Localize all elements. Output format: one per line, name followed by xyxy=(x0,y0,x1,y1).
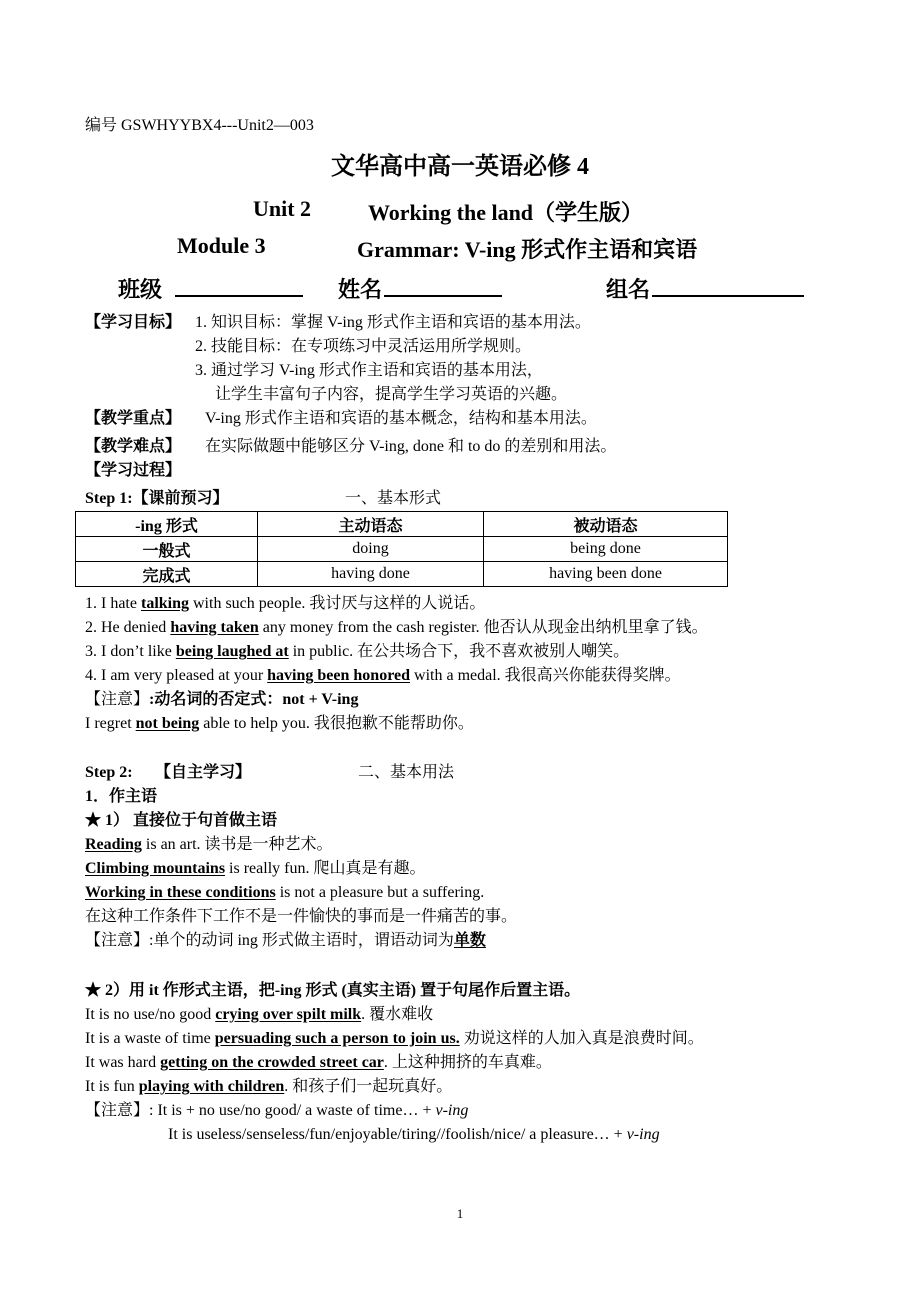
section-subject: 1．作主语 xyxy=(85,788,158,805)
objective-2: 2. 技能目标：在专项练习中灵活运用所学规则。 xyxy=(195,338,532,355)
objective-3: 3. 通过学习 V-ing 形式作主语和宾语的基本用法， xyxy=(195,362,543,379)
sentence-text: 4. I am very pleased at your xyxy=(85,667,268,684)
document-title: 文华高中高一英语必修 4 xyxy=(331,154,589,180)
sentence-text: . 覆水难收 xyxy=(361,1006,434,1023)
note-vi: v-ing xyxy=(435,1102,469,1119)
highlighted-form: Reading xyxy=(85,836,142,853)
document-number: 编号 GSWHYYBX4---Unit2—003 xyxy=(85,117,314,134)
note-text: :动名词的否定式：not + V-ing xyxy=(149,691,359,708)
name-label: 姓名 xyxy=(338,277,383,302)
step1-label: Step 1:【课前预习】 xyxy=(85,490,229,507)
objective-3-cont: 让学生丰富句子内容，提高学生学习英语的兴趣。 xyxy=(215,386,568,403)
star-point-1: ★ 1） 直接位于句首做主语 xyxy=(85,812,278,829)
highlighted-form: having been honored xyxy=(267,667,411,684)
step1-heading: 一、基本形式 xyxy=(345,490,442,507)
example-sentence xyxy=(85,882,484,904)
table-cell: doing xyxy=(258,537,484,562)
highlighted-form: being laughed at xyxy=(175,643,289,660)
sentence-text: is an art. 读书是一种艺术。 xyxy=(141,836,333,853)
step2-heading: 二、基本用法 xyxy=(358,764,455,781)
highlighted-form: crying over spilt milk xyxy=(215,1006,362,1023)
example-sentence xyxy=(85,713,474,735)
highlighted-form: Working in these conditions xyxy=(85,884,276,901)
table-cell: being done xyxy=(484,537,728,562)
objective-1: 1. 知识目标：掌握 V-ing 形式作主语和宾语的基本用法。 xyxy=(195,314,591,331)
example-sentence xyxy=(85,858,425,880)
group-blank[interactable] xyxy=(652,275,804,297)
forms-table xyxy=(75,511,728,587)
example-sentence xyxy=(85,834,333,856)
group-label: 组名 xyxy=(606,277,651,302)
process-label: 【学习过程】 xyxy=(85,462,182,479)
sentence-text: in public. 在公共场合下，我不喜欢被别人嘲笑。 xyxy=(288,643,630,660)
note-negative xyxy=(85,689,358,711)
table-header: -ing 形式 xyxy=(76,512,258,537)
table-header: 被动语态 xyxy=(484,512,728,537)
sentence-text: 2. He denied xyxy=(85,619,171,636)
highlighted-form: having taken xyxy=(170,619,259,636)
example-sentence xyxy=(85,593,485,615)
highlighted-form: getting on the crowded street car xyxy=(160,1054,384,1071)
difficulty-label: 【教学难点】 xyxy=(85,438,182,455)
example-sentence xyxy=(85,665,681,687)
note-label: 【注意】 xyxy=(85,691,150,708)
star-point-2: ★ 2）用 it 作形式主语，把-ing 形式 (真实主语) 置于句尾作后置主语。 xyxy=(85,982,581,999)
step2-label: Step 2: xyxy=(85,764,133,781)
step2-bracket: 【自主学习】 xyxy=(155,764,252,781)
name-blank[interactable] xyxy=(384,275,502,297)
key-point-text: V-ing 形式作主语和宾语的基本概念，结构和基本用法。 xyxy=(205,410,597,427)
sentence-text: It was hard xyxy=(85,1054,161,1071)
sentence-text: 劝说这样的人加入真是浪费时间。 xyxy=(459,1030,704,1047)
note-text: It is useless/senseless/fun/enjoyable/tiring//foolish/nice/ a pleasure… + xyxy=(168,1126,627,1143)
sentence-text: any money from the cash register. 他否认从现金出纳机里拿了钱。 xyxy=(258,619,708,636)
unit-label: Unit 2 xyxy=(253,196,312,221)
note-text: : It is + no use/no good/ a waste of time… + xyxy=(149,1102,436,1119)
example-sentence xyxy=(85,1028,704,1050)
sentence-text: I regret xyxy=(85,715,136,732)
sentence-text: It is no use/no good xyxy=(85,1006,216,1023)
table-row xyxy=(76,537,728,562)
note-label: 【注意】 xyxy=(85,932,150,949)
table-cell: 完成式 xyxy=(76,562,258,587)
table-header: 主动语态 xyxy=(258,512,484,537)
highlighted-form: playing with children xyxy=(138,1078,285,1095)
note-label: 【注意】 xyxy=(85,1102,150,1119)
sentence-text: 1. I hate xyxy=(85,595,141,612)
sentence-text: It is fun xyxy=(85,1078,139,1095)
unit-topic: Working the land（学生版） xyxy=(368,200,644,225)
module-label: Module 3 xyxy=(177,233,266,258)
table-cell: having done xyxy=(258,562,484,587)
example-translation: 在这种工作条件下工作不是一件愉快的事而是一件痛苦的事。 xyxy=(85,908,518,925)
highlighted-form: Climbing mountains xyxy=(85,860,226,877)
module-topic: Grammar: V-ing 形式作主语和宾语 xyxy=(357,237,698,262)
class-blank[interactable] xyxy=(175,275,303,297)
example-sentence xyxy=(85,1076,452,1098)
sentence-text: . 上这种拥挤的车真难。 xyxy=(383,1054,552,1071)
note-text: :单个的动词 ing 形式做主语时，谓语动词为 xyxy=(149,932,454,949)
table-row xyxy=(76,562,728,587)
note-vi: v-ing xyxy=(626,1126,660,1143)
page-number: 1 xyxy=(456,1206,464,1221)
example-sentence xyxy=(85,1052,552,1074)
difficulty-text: 在实际做题中能够区分 V-ing, done 和 to do 的差别和用法。 xyxy=(205,438,617,455)
example-sentence xyxy=(85,641,629,663)
sentence-text: . 和孩子们一起玩真好。 xyxy=(284,1078,453,1095)
example-sentence xyxy=(85,617,708,639)
table-cell: having been done xyxy=(484,562,728,587)
key-point-label: 【教学重点】 xyxy=(85,410,182,427)
table-header-row xyxy=(76,512,728,537)
note-formal-subject-2 xyxy=(168,1124,660,1146)
example-sentence xyxy=(85,1004,433,1026)
note-singular xyxy=(85,930,486,952)
class-label: 班级 xyxy=(118,277,163,302)
sentence-text: 3. I don’t like xyxy=(85,643,176,660)
sentence-text: is not a pleasure but a suffering. xyxy=(275,884,485,901)
table-cell: 一般式 xyxy=(76,537,258,562)
sentence-text: able to help you. 我很抱歉不能帮助你。 xyxy=(199,715,474,732)
sentence-text: It is a waste of time xyxy=(85,1030,215,1047)
note-formal-subject xyxy=(85,1100,468,1122)
highlighted-form: persuading such a person to join us. xyxy=(214,1030,460,1047)
objectives-label: 【学习目标】 xyxy=(85,314,182,331)
sentence-text: is really fun. 爬山真是有趣。 xyxy=(225,860,426,877)
highlighted-form: not being xyxy=(135,715,200,732)
sentence-text: with such people. 我讨厌与这样的人说话。 xyxy=(189,595,486,612)
highlighted-form: talking xyxy=(140,595,189,612)
sentence-text: with a medal. 我很高兴你能获得奖牌。 xyxy=(410,667,681,684)
highlighted-form: 单数 xyxy=(453,932,486,949)
